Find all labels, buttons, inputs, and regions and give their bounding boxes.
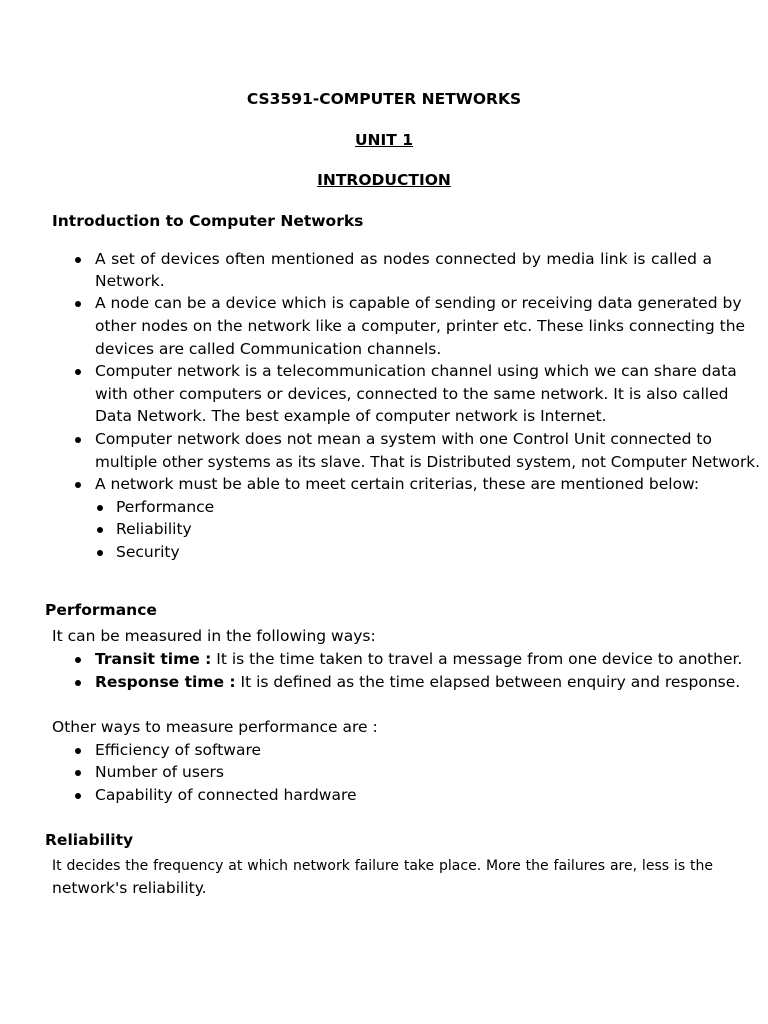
bullet-dot: [75, 793, 81, 799]
bullet-dot: [75, 482, 81, 488]
bullet-dot: [97, 550, 103, 556]
intro-bullet-2-line-2: other nodes on the network like a computer, printer etc. These links connecting the: [95, 317, 746, 335]
intro-bullet-3-line-2: with other computers or devices, connected to the same network. It is also called: [95, 385, 729, 403]
intro-heading: Introduction to Computer Networks: [52, 212, 364, 230]
measure-term: Response time :: [95, 673, 236, 691]
course-title: CS3591-COMPUTER NETWORKS: [246, 90, 522, 108]
intro-bullet-1-line-1: A set of devices often mentioned as nodes connected by media link is called a: [95, 250, 712, 268]
bullet-dot: [97, 505, 103, 511]
bullet-dot: [75, 680, 81, 686]
intro-bullet-4-line-1: Computer network does not mean a system with one Control Unit connected to: [95, 430, 712, 448]
measure-item: [95, 648, 742, 670]
reliability-heading: Reliability: [45, 831, 134, 849]
intro-bullet-5-line-1: A network must be able to meet certain criterias, these are mentioned below:: [95, 475, 700, 493]
measure-item: [95, 671, 740, 693]
criteria-item: Security: [116, 543, 180, 561]
intro-bullet-2-line-1: A node can be a device which is capable of sending or receiving data generated by: [95, 294, 742, 312]
measure-text: It is the time taken to travel a message from one device to another.: [211, 650, 743, 668]
intro-bullet-1-line-2: Network.: [95, 272, 165, 290]
other-measure-item: Number of users: [95, 763, 224, 781]
measure-text: It is defined as the time elapsed between enquiry and response.: [235, 673, 741, 691]
reliability-line-1: It decides the frequency at which network failure take place. More the failures are, less is the: [52, 858, 713, 874]
intro-bullet-3-line-3: Data Network. The best example of computer network is Internet.: [95, 407, 607, 425]
measure-term: Transit time :: [95, 650, 212, 668]
other-measure-item: Capability of connected hardware: [95, 786, 357, 804]
bullet-dot: [75, 369, 81, 375]
performance-intro: It can be measured in the following ways:: [52, 627, 376, 645]
bullet-dot: [75, 301, 81, 307]
other-measure-item: Efficiency of software: [95, 741, 262, 759]
intro-bullet-3-line-1: Computer network is a telecommunication channel using which we can share data: [95, 362, 737, 380]
criteria-item: Reliability: [116, 520, 192, 538]
chapter-title: INTRODUCTION: [317, 171, 451, 189]
bullet-dot: [75, 748, 81, 754]
reliability-line-2: network's reliability.: [52, 879, 207, 897]
intro-bullet-2-line-3: devices are called Communication channels.: [95, 340, 442, 358]
criteria-item: Performance: [116, 498, 215, 516]
bullet-dot: [75, 437, 81, 443]
other-measures-intro: Other ways to measure performance are :: [52, 718, 378, 736]
performance-heading: Performance: [45, 601, 157, 619]
bullet-dot: [75, 257, 81, 263]
bullet-dot: [75, 770, 81, 776]
bullet-dot: [75, 657, 81, 663]
bullet-dot: [97, 527, 103, 533]
unit-title: UNIT 1: [354, 131, 414, 149]
intro-bullet-4-line-2: multiple other systems as its slave. That is Distributed system, not Computer Network.: [95, 453, 760, 471]
